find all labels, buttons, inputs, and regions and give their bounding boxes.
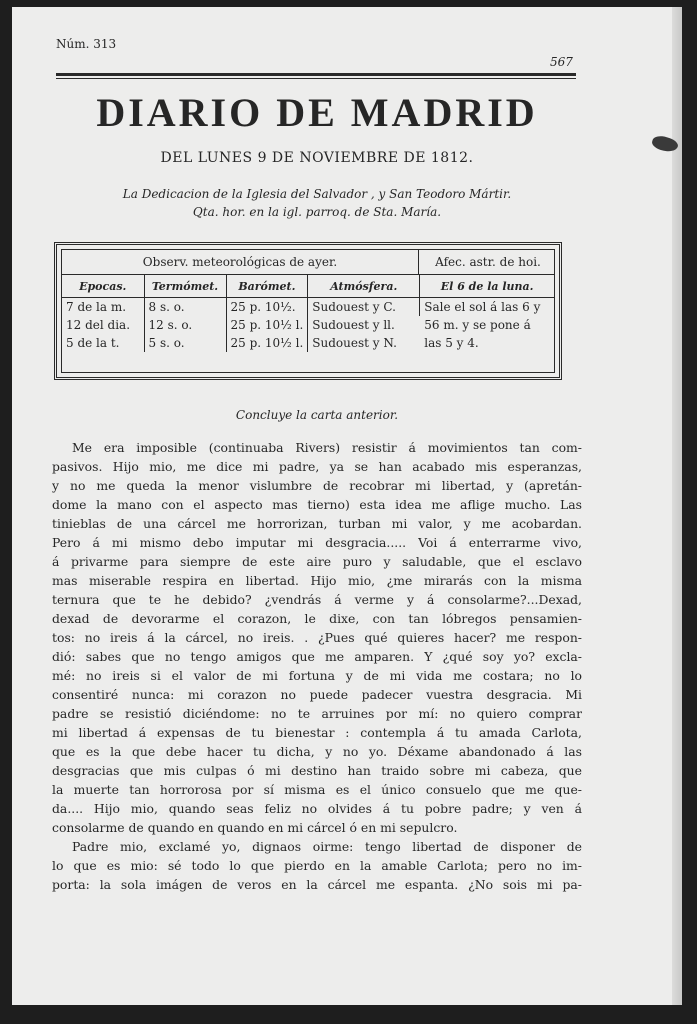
- text-line: dome la mano con el aspecto mas tierno) esta idea me aflige mucho. Las: [52, 497, 582, 512]
- text-line: consolarme de quando en quando en mi cárcel ó en mi sepulcro.: [52, 820, 458, 835]
- page-edge: [672, 7, 682, 1005]
- astro-title: Afec. astr. de hoi.: [435, 255, 541, 269]
- issue-number: Núm. 313: [56, 37, 117, 51]
- text-line: padre se resistió diciéndome: no te arruines por mí: no quiero comprar: [52, 706, 582, 721]
- text-line: desgracias que mis culpas ó mi destino han traido sobre mi cabeza, que: [52, 763, 582, 778]
- masthead-title: DIARIO DE MADRID: [96, 90, 538, 135]
- termometro-cell: 12 s. o.: [144, 316, 226, 334]
- article-heading: Concluye la carta anterior.: [235, 408, 399, 422]
- text-line: á privarme para siempre de este aire puro y saludable, que el esclavo: [52, 554, 582, 569]
- meteorological-table: [54, 242, 562, 380]
- article-body: [52, 438, 582, 894]
- col-termometro: Termómet.: [144, 275, 226, 298]
- table-row: [62, 298, 554, 317]
- text-line: mi libertad á expensas de tu bienestar : contempla á tu amada Carlota,: [52, 725, 582, 740]
- text-line: y no me queda la menor vislumbre de recobrar mi libertad, y (apretán-: [52, 478, 582, 493]
- text-line: lo que es mio: sé todo lo que pierdo en la amable Carlota; pero no im-: [52, 858, 582, 873]
- col-barometro: Barómet.: [226, 275, 308, 298]
- barometro-cell: 25 p. 10½ l.: [226, 316, 308, 334]
- epoca-cell: 7 de la m.: [62, 298, 144, 317]
- header-rule-thin: [56, 78, 576, 79]
- text-line: mé: no ireis si el valor de mi fortuna y de mi vida me costara; no lo: [52, 668, 582, 683]
- col-luna: El 6 de la luna.: [420, 275, 554, 298]
- text-line: que es la que debe hacer tu dicha, y no yo. Déxame abandonado á las: [52, 744, 582, 759]
- text-line: tos: no ireis á la cárcel, no ireis. . ¿Pues qué quieres hacer? me respon-: [52, 630, 582, 645]
- text-line: pasivos. Hijo mio, me dice mi padre, ya se han acabado mis esperanzas,: [52, 459, 582, 474]
- text-line: Padre mio, exclamé yo, dignaos oirme: tengo libertad de disponer de: [72, 839, 582, 854]
- header-rule-thick: [56, 73, 576, 76]
- dedication-line-2: Qta. hor. en la igl. parroq. de Sta. María.: [192, 205, 442, 219]
- epoca-cell: 12 del dia.: [62, 316, 144, 334]
- text-line: Me era imposible (continuaba Rivers) resistir á movimientos tan com-: [72, 440, 582, 455]
- text-line: dió: sabes que no tengo amigos que me amparen. Y ¿qué soy yo? excla-: [52, 649, 582, 664]
- termometro-cell: 8 s. o.: [144, 298, 226, 317]
- text-line: dexad de devorarme el corazon, le dixe, con tan lóbregos pensamien-: [52, 611, 582, 626]
- termometro-cell: 5 s. o.: [144, 334, 226, 352]
- dedication-line-1: La Dedicacion de la Iglesia del Salvador , y San Teodoro Mártir.: [122, 187, 512, 201]
- text-line: la muerte tan horrorosa por sí misma es el único consuelo que me que-: [52, 782, 582, 797]
- text-line: da.... Hijo mio, quando seas feliz no olvides á tu pobre padre; y ven á: [52, 801, 582, 816]
- atmosfera-cell: Sudouest y ll.: [312, 318, 395, 332]
- text-line: mas miserable respira en libertad. Hijo mio, ¿me mirarás con la misma: [52, 573, 582, 588]
- barometro-cell: 25 p. 10½.: [226, 298, 308, 317]
- barometro-cell: 25 p. 10½ l.: [226, 334, 308, 352]
- col-atmosfera: Atmósfera.: [308, 275, 420, 298]
- page-number: 567: [550, 55, 573, 69]
- atmosfera-cell: Sudouest y C.: [308, 298, 420, 317]
- text-line: ternura que te he debido? ¿vendrás á verme y á consolarme?...Dexad,: [52, 592, 582, 607]
- text-line: consentiré nunca: mi corazon no puede padecer vuestra desgracia. Mi: [52, 687, 582, 702]
- meteo-header: [62, 250, 554, 275]
- epoca-cell: 5 de la t.: [62, 334, 144, 352]
- meteo-title: Observ. meteorológicas de ayer.: [142, 255, 338, 269]
- dateline: DEL LUNES 9 DE NOVIEMBRE DE 1812.: [160, 150, 474, 166]
- meteo-data-table: [62, 275, 554, 352]
- col-epocas: Epocas.: [62, 275, 144, 298]
- text-line: porta: la sola imágen de veros en la cárcel me espanta. ¿No sois mi pa-: [52, 877, 582, 892]
- atmosfera-cell: Sudouest y N.: [312, 336, 397, 350]
- text-line: tinieblas de una cárcel me horrorizan, turban mi valor, y me acobardan.: [52, 516, 582, 531]
- astro-cell: Sale el sol á las 6 y 56 m. y se pone á las 5 y 4.: [424, 300, 541, 350]
- text-line: Pero á mi mismo debo imputar mi desgracia..... Voi á enterrarme vivo,: [52, 535, 582, 550]
- newspaper-page: [12, 7, 682, 1005]
